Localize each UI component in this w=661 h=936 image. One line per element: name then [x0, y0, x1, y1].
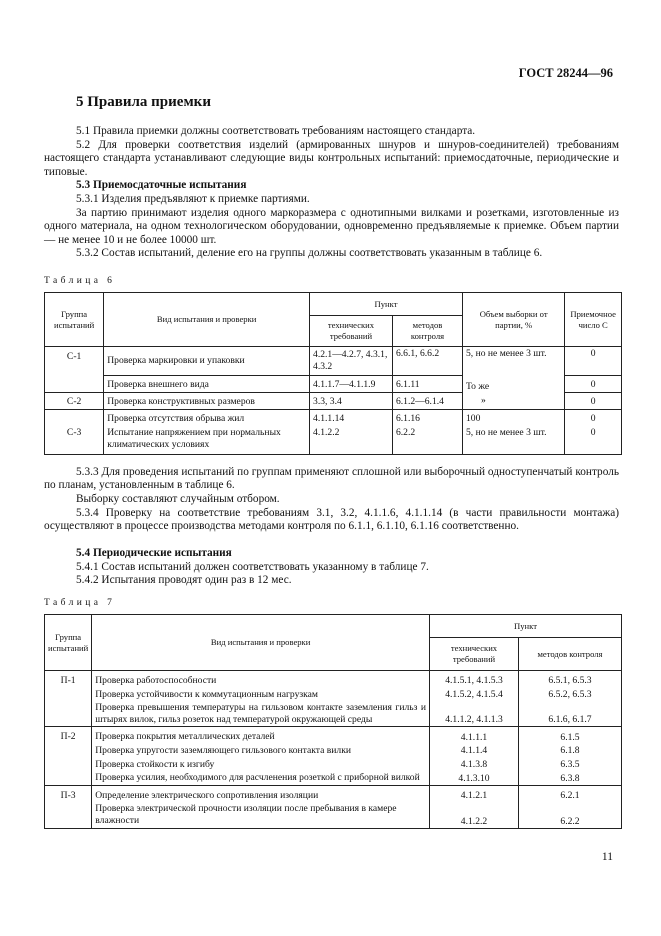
t7-type: Проверка упругости заземляющего гильзового контакта вилки: [92, 744, 430, 758]
t6-c: 0: [565, 426, 622, 455]
t7-methods: 6.3.5: [519, 758, 622, 772]
t6-type: Проверка конструктивных размеров: [104, 393, 310, 410]
t6-methods: 6.1.16: [392, 410, 462, 427]
t7-tech: 4.1.5.1, 4.1.5.3: [430, 671, 519, 688]
t7-methods: 6.2.1: [519, 785, 622, 802]
t7-type: Проверка электрической прочности изоляции после пребывания в камере влажности: [92, 802, 430, 828]
t6-methods: 6.1.2—6.1.4: [392, 393, 462, 410]
t6-group: С-2: [45, 393, 104, 410]
table-row: [45, 393, 622, 410]
t6-type: Испытание напряжением при нормальных климатических условиях: [104, 426, 310, 455]
t7-methods: 6.5.1, 6.5.3: [519, 671, 622, 688]
t7-methods: 6.5.2, 6.5.3: [519, 688, 622, 702]
t6-header-group: Группа испытаний: [45, 293, 104, 347]
t6-c: 0: [565, 376, 622, 393]
t6-sample: 100: [462, 410, 564, 427]
t6-methods: 6.2.2: [392, 426, 462, 455]
paragraph-5-4-1: 5.4.1 Состав испытаний должен соответствовать указанному в таблице 7.: [76, 561, 429, 573]
t6-tech: 4.1.1.7—4.1.1.9: [310, 376, 393, 393]
t6-tech: 4.1.2.2: [310, 426, 393, 455]
t6-methods: 6.1.11: [392, 376, 462, 393]
t7-header-group: Группа испытаний: [45, 615, 92, 671]
t7-tech: 4.1.1.1: [430, 727, 519, 744]
t7-type: Проверка покрытия металлических деталей: [92, 727, 430, 744]
table-row: [45, 727, 622, 744]
t7-tech: 4.1.3.10: [430, 771, 519, 785]
t7-header-methods: методов контроля: [519, 638, 622, 671]
t7-methods: 6.1.5: [519, 727, 622, 744]
paragraph-5-1: 5.1 Правила приемки должны соответствовать требованиям настоящего стандарта.: [76, 125, 476, 137]
t6-header-punkt: Пункт: [310, 293, 463, 316]
t7-header-punkt: Пункт: [430, 615, 622, 638]
table-row: [45, 688, 622, 702]
t7-tech: 4.1.1.4: [430, 744, 519, 758]
paragraph-5-3-2: 5.3.2 Состав испытаний, деление его на группы должны соответствовать указанным в таблице 6.: [76, 247, 543, 259]
paragraph-5-3-1-lot: За партию принимают изделия одного маркоразмера с однотипными вилками и розетками, изготовленные из одного материала, на одном технологическом оборудовании, одновременно предъявляемые к приемке. Объем партии — не менее 10 и не более 10000 шт.: [44, 207, 619, 246]
table-row: [45, 701, 622, 727]
t6-tech: 4.2.1—4.2.7, 4.3.1, 4.3.2: [310, 347, 393, 376]
t6-type: Проверка внешнего вида: [104, 376, 310, 393]
t7-header-type: Вид испытания и проверки: [92, 615, 430, 671]
table-row: [45, 785, 622, 802]
t6-c: 0: [565, 393, 622, 410]
standard-number: ГОСТ 28244—96: [518, 66, 613, 80]
t7-group: П-3: [45, 785, 92, 828]
table-row: [45, 410, 622, 427]
t6-group: С-1: [45, 347, 104, 393]
t7-methods: 6.2.2: [519, 802, 622, 828]
table-row: [45, 802, 622, 828]
t7-methods: 6.3.8: [519, 771, 622, 785]
t6-tech: 4.1.1.14: [310, 410, 393, 427]
table-6: [44, 292, 622, 455]
t7-tech: 4.1.3.8: [430, 758, 519, 772]
t7-type: Проверка превышения температуры на гильзовом контакте заземления гильз и штырях вилок, гильз розеток над температурой окружающей среды: [92, 701, 430, 727]
table-row: [45, 376, 622, 393]
t7-tech: 4.1.2.1: [430, 785, 519, 802]
paragraph-5-3-4: 5.3.4 Проверку на соответствие требованиям 3.1, 3.2, 4.1.1.6, 4.1.1.14 (в части правильности монтажа) осуществляют в процессе производства методами контроля по 6.1.1, 6.1.10, 6.1.16 соответственно.: [44, 507, 619, 533]
t7-type: Определение электрического сопротивления изоляции: [92, 785, 430, 802]
table-row: [45, 671, 622, 688]
t7-type: Проверка работоспособности: [92, 671, 430, 688]
table-row: [45, 426, 622, 455]
t6-header-sample: Объем выборки от партии, %: [462, 293, 564, 347]
heading-5-4: 5.4 Периодические испытания: [76, 547, 232, 559]
paragraph-5-3-3: 5.3.3 Для проведения испытаний по группам применяют сплошной или выборочный одноступенчатый контроль по планам, установленным в таблице 6.: [44, 466, 619, 492]
t7-group: П-2: [45, 727, 92, 785]
section-title: 5 Правила приемки: [76, 94, 211, 110]
heading-5-3: 5.3 Приемосдаточные испытания: [76, 179, 247, 191]
t6-header-note: Приемочное число C: [565, 293, 622, 347]
t6-sample: 5, но не менее 3 шт.: [462, 426, 564, 455]
t6-type: Проверка маркировки и упаковки: [104, 347, 310, 376]
t6-type: Проверка отсутствия обрыва жил: [104, 410, 310, 427]
t7-group: П-1: [45, 671, 92, 727]
t7-tech: 4.1.2.2: [430, 802, 519, 828]
table-row: [45, 347, 622, 376]
t7-tech: 4.1.1.2, 4.1.1.3: [430, 701, 519, 727]
t7-tech: 4.1.5.2, 4.1.5.4: [430, 688, 519, 702]
table-row: [45, 771, 622, 785]
table-row: [45, 758, 622, 772]
t7-type: Проверка стойкости к изгибу: [92, 758, 430, 772]
table7-caption: Таблица 7: [44, 598, 116, 608]
t6-tech: 3.3, 3.4: [310, 393, 393, 410]
table-7: [44, 614, 622, 829]
table6-caption: Таблица 6: [44, 276, 116, 286]
paragraph-5-3-1: 5.3.1 Изделия предъявляют к приемке партиями.: [76, 193, 310, 205]
t7-type: Проверка усилия, необходимого для расчленения розеткой с приборной вилкой: [92, 771, 430, 785]
t6-sample: »: [462, 393, 564, 410]
t6-c: 0: [565, 410, 622, 427]
paragraph-5-2: 5.2 Для проверки соответствия изделий (армированных шнуров и шнуров-соединителей) требованиям настоящего стандарта устанавливают следующие виды контрольных испытаний: приемосдаточные, периодические и типовые.: [44, 139, 619, 178]
t6-header-methods: методов контроля: [392, 316, 462, 347]
t6-header-tech: технических требований: [310, 316, 393, 347]
paragraph-5-3-3-sampling: Выборку составляют случайным отбором.: [76, 493, 280, 505]
t6-methods: 6.6.1, 6.6.2: [392, 347, 462, 376]
t7-header-tech: технических требований: [430, 638, 519, 671]
t7-methods: 6.1.8: [519, 744, 622, 758]
table-row: [45, 744, 622, 758]
t6-group: С-3: [45, 410, 104, 455]
t7-methods: 6.1.6, 6.1.7: [519, 701, 622, 727]
t6-c: 0: [565, 347, 622, 376]
page-number: 11: [601, 851, 613, 863]
paragraph-5-4-2: 5.4.2 Испытания проводят один раз в 12 мес.: [76, 574, 292, 586]
t6-sample: То же: [462, 376, 564, 393]
t6-header-type: Вид испытания и проверки: [104, 293, 310, 347]
t6-sample: 5, но не менее 3 шт.: [462, 347, 564, 376]
t7-type: Проверка устойчивости к коммутационным нагрузкам: [92, 688, 430, 702]
